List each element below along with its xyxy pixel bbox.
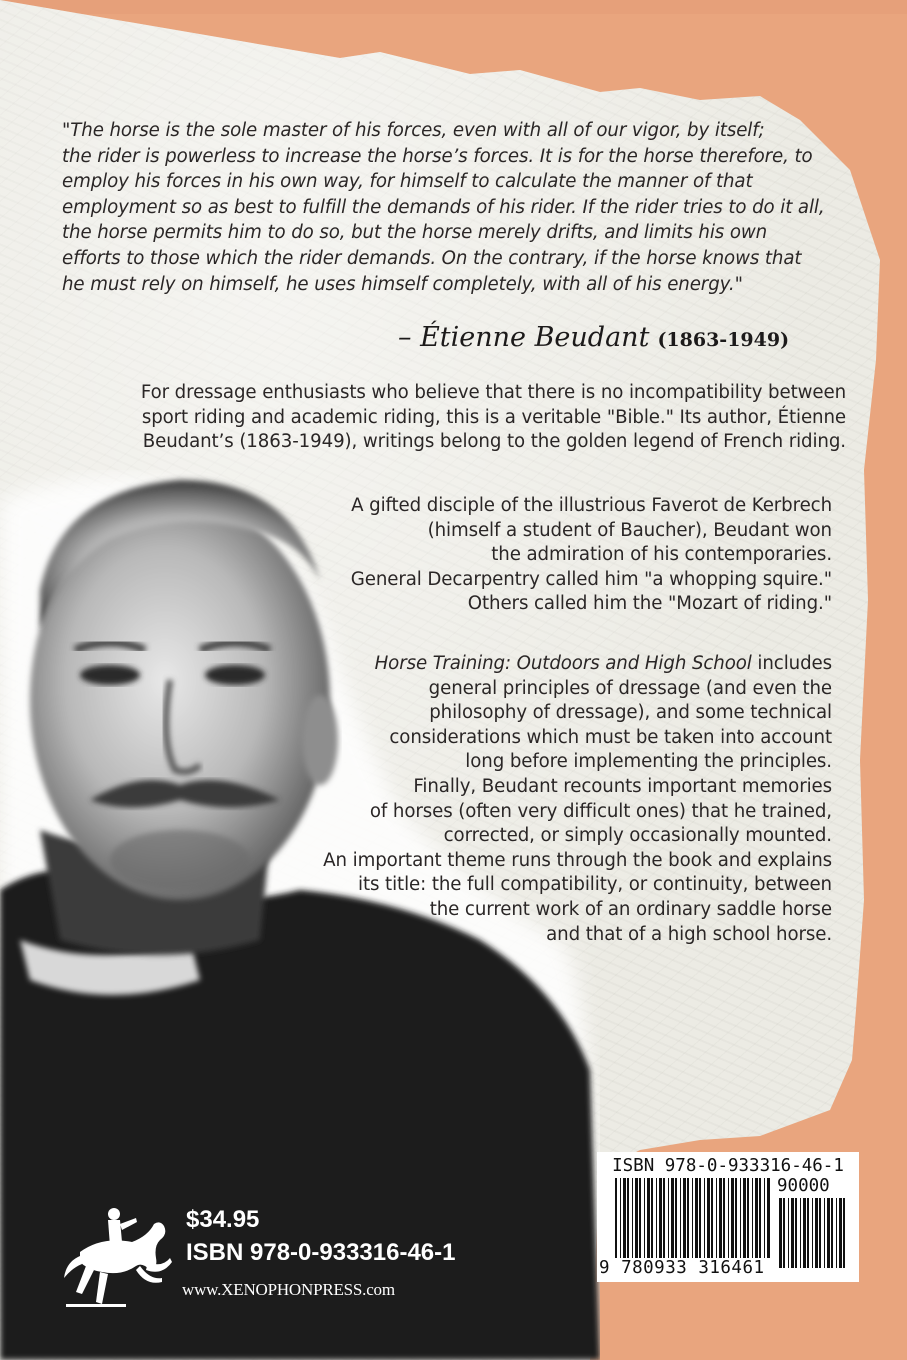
barcode-bar xyxy=(764,1178,765,1268)
barcode-bar xyxy=(716,1178,717,1268)
barcode-bar xyxy=(728,1178,729,1268)
desc-line: considerations which must be taken into account xyxy=(389,726,832,748)
barcode-bar xyxy=(656,1178,657,1268)
bio-line: (himself a student of Baucher), Beudant won xyxy=(427,519,832,541)
desc-line: An important theme runs through the book and explains xyxy=(323,849,832,871)
barcode-bar xyxy=(644,1178,645,1268)
desc-line: includes xyxy=(751,653,832,674)
barcode-bar xyxy=(663,1178,665,1268)
barcode-bar xyxy=(740,1178,741,1268)
desc-line: philosophy of dressage), and some technical xyxy=(429,702,832,724)
quote-line: the horse permits him to do so, but the horse merely drifts, and limits his own xyxy=(62,222,768,244)
barcode-bar xyxy=(651,1178,653,1268)
barcode-bar xyxy=(671,1178,674,1268)
barcode-bar xyxy=(675,1178,677,1268)
barcode-bar xyxy=(731,1178,734,1268)
price-label: $34.95 xyxy=(186,1206,260,1233)
intro-line: sport riding and academic riding, this is a veritable "Bible." Its author, Étienne xyxy=(141,406,846,428)
barcode-bar xyxy=(723,1178,725,1268)
barcode-bar xyxy=(711,1178,713,1268)
barcode-bar xyxy=(803,1198,806,1268)
desc-line: long before implementing the principles. xyxy=(465,751,832,773)
barcode-bar xyxy=(699,1178,701,1268)
bio-line: General Decarpentry called him "a whopping squire." xyxy=(350,568,832,590)
barcode-bar xyxy=(620,1178,621,1268)
quote-line: he must rely on himself, he uses himself completely, with all of his energy." xyxy=(62,273,743,295)
barcode-bar xyxy=(704,1178,705,1268)
barcode-bar xyxy=(800,1198,801,1268)
desc-line: its title: the full compatibility, or continuity, between xyxy=(358,874,832,896)
barcode-bar xyxy=(752,1178,753,1268)
barcode-bar xyxy=(695,1178,698,1268)
barcode-bar xyxy=(647,1178,650,1268)
barcode-bar xyxy=(627,1178,629,1268)
isbn-label: ISBN 978-0-933316-46-1 xyxy=(186,1239,456,1266)
barcode-bar xyxy=(843,1198,845,1268)
barcode-bar xyxy=(635,1178,638,1268)
barcode-isbn-label: ISBN 978-0-933316-46-1 xyxy=(612,1156,844,1176)
desc-line: and that of a high school horse. xyxy=(546,923,832,945)
isbn-barcode xyxy=(597,1152,859,1282)
barcode-bar xyxy=(812,1198,813,1268)
description-paragraph xyxy=(300,652,832,947)
barcode-bar xyxy=(791,1198,794,1268)
barcode-price-code: 90000 xyxy=(777,1176,830,1196)
bio-line: the admiration of his contemporaries. xyxy=(491,544,832,566)
desc-line: the current work of an ordinary saddle horse xyxy=(429,898,832,920)
barcode-bar xyxy=(680,1178,681,1268)
barcode-bar xyxy=(815,1198,818,1268)
attribution-name: – Étienne Beudant xyxy=(398,322,650,353)
barcode-bar xyxy=(687,1178,689,1268)
quote-line: employment so as best to fulfill the demands of his rider. If the rider tries to do it all, xyxy=(62,196,825,218)
desc-line: of horses (often very difficult ones) that he trained, xyxy=(369,800,832,822)
barcode-digits: 9 780933 316461 xyxy=(599,1258,771,1278)
quote-line: the rider is powerless to increase the horse’s forces. It is for the horse therefore, to xyxy=(62,145,813,167)
intro-line: For dressage enthusiasts who believe that there is no incompatibility between xyxy=(140,382,846,403)
desc-line: corrected, or simply occasionally mounted. xyxy=(443,825,832,847)
quote-line: "The horse is the sole master of his forces, even with all of our vigor, by itself; xyxy=(62,120,765,141)
barcode-bar xyxy=(836,1198,837,1268)
desc-line: Finally, Beudant recounts important memories xyxy=(413,775,832,797)
barcode-bar xyxy=(807,1198,809,1268)
barcode-bar xyxy=(623,1178,626,1268)
barcode-bar xyxy=(839,1198,842,1268)
quote-line: efforts to those which the rider demands. On the contrary, if the horse knows that xyxy=(62,247,802,269)
attribution-dates: (1863-1949) xyxy=(657,329,790,351)
barcode-bar xyxy=(743,1178,746,1268)
barcode-bar xyxy=(707,1178,710,1268)
epigraph-quote xyxy=(62,118,852,297)
book-title: Horse Training: Outdoors and High School xyxy=(374,653,752,674)
barcode-bar xyxy=(759,1178,761,1268)
barcode-addon-bars xyxy=(779,1198,849,1268)
barcode-bar xyxy=(795,1198,797,1268)
quote-attribution xyxy=(398,322,789,353)
barcode-bar xyxy=(639,1178,641,1268)
barcode-bar xyxy=(632,1178,633,1268)
barcode-bar xyxy=(683,1178,686,1268)
intro-paragraph xyxy=(66,381,846,455)
barcode-bar xyxy=(735,1178,737,1268)
bio-line: Others called him the "Mozart of riding." xyxy=(467,593,832,615)
barcode-bar xyxy=(827,1198,830,1268)
barcode-bars xyxy=(615,1178,771,1268)
barcode-bar xyxy=(615,1178,617,1268)
barcode-bar xyxy=(668,1178,669,1268)
barcode-bar xyxy=(819,1198,821,1268)
intro-line: Beudant’s (1863-1949), writings belong to the golden legend of French riding. xyxy=(142,431,846,453)
barcode-bar xyxy=(692,1178,693,1268)
barcode-bar xyxy=(783,1198,785,1268)
quote-line: employ his forces in his own way, for himself to calculate the manner of that xyxy=(62,171,753,193)
bio-paragraph xyxy=(312,494,832,617)
background-border xyxy=(0,0,907,14)
barcode-bar xyxy=(755,1178,758,1268)
barcode-bar xyxy=(767,1178,770,1268)
desc-line: general principles of dressage (and even the xyxy=(428,677,832,699)
bio-line: A gifted disciple of the illustrious Faverot de Kerbrech xyxy=(351,495,832,516)
barcode-bar xyxy=(747,1178,749,1268)
publisher-website: www.XENOPHONPRESS.com xyxy=(182,1280,395,1299)
barcode-bar xyxy=(788,1198,789,1268)
barcode-bar xyxy=(779,1198,782,1268)
barcode-bar xyxy=(659,1178,662,1268)
barcode-bar xyxy=(719,1178,722,1268)
barcode-bar xyxy=(824,1198,825,1268)
barcode-bar xyxy=(831,1198,833,1268)
horse-rider-logo-icon xyxy=(62,1206,174,1310)
